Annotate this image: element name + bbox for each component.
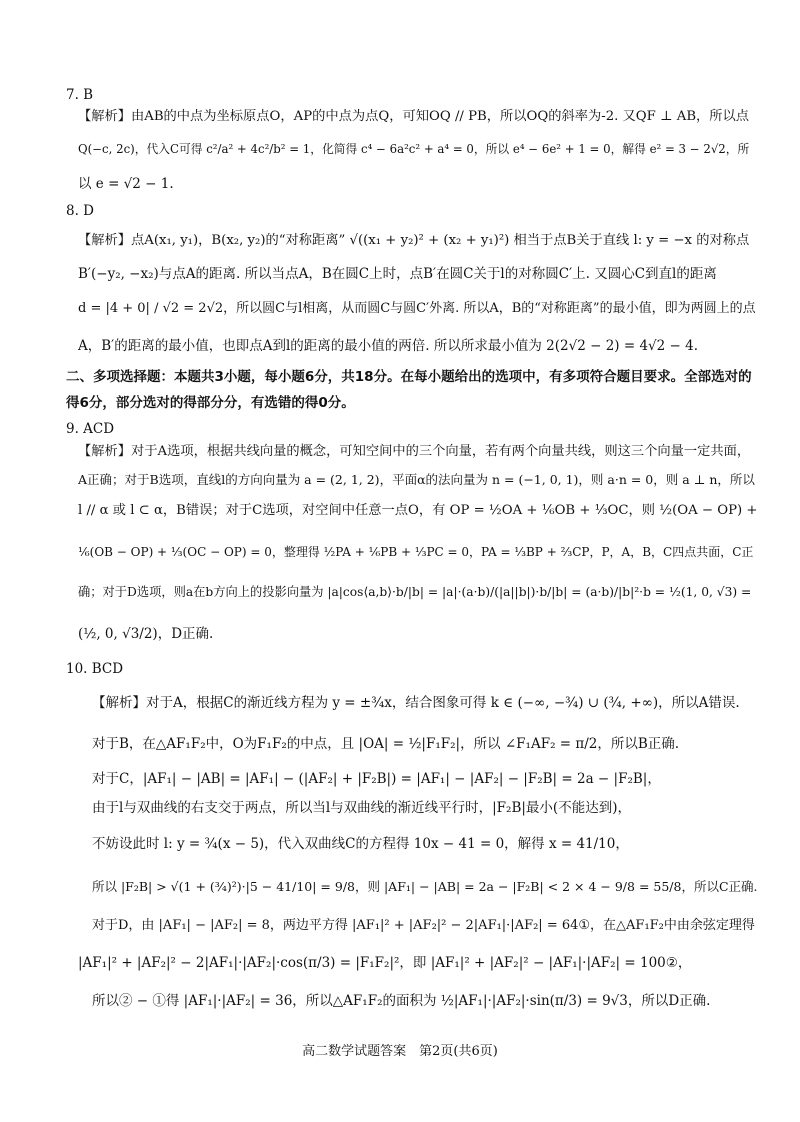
explanation-8-line-1: 【解析】点A(x₁, y₁)，B(x₂, y₂)的“对称距离” √((x₁ + y₂)² + (x₂ + y₁)²) 相当于点B关于直线 l: y = −x 的对称点 — [78, 233, 750, 248]
explanation-8-line-2: B′(−y₂, −x₂)与点A的距离. 所以当点A，B在圆C上时，点B′在圆C关于l的对称圆C′上. 又圆心C到直l的距离 — [78, 266, 717, 282]
explanation-7-line-2: Q(−c, 2c)，代入C可得 c²/a² + 4c²/b² = 1，化简得 c⁴ − 6a²c² + a⁴ = 0，所以 e⁴ − 6e² + 1 = 0，解得 e² = 3 − 2√2，所 — [78, 142, 750, 156]
explanation-10-line-3: 对于C，|AF₁| − |AB| = |AF₁| − (|AF₂| + |F₂B|) = |AF₁| − |AF₂| − |F₂B| = 2a − |F₂B|， — [92, 771, 661, 787]
explanation-9-line-5: 确；对于D选项，则a在b方向上的投影向量为 |a|cos⟨a,b⟩·b/|b| = |a|·(a·b)/(|a||b|)·b/|b| = (a·b)/|b|²·b = ½(1, 0, √3) = — [78, 585, 752, 599]
explanation-8-line-3: d = |4 + 0| / √2 = 2√2，所以圆C与l相离，从而圆C与圆C′外离. 所以A，B的“对称距离”的最小值，即为两圆上的点 — [78, 301, 756, 316]
answer-7: 7. B — [66, 87, 94, 103]
answer-9: 9. ACD — [66, 421, 115, 437]
explanation-10-line-4: 由于l与双曲线的右支交于两点，所以当l与双曲线的渐近线平行时，|F₂B|最小(不能达到)， — [92, 800, 631, 816]
explanation-9-line-2: A正确；对于B选项，直线l的方向向量为 a = (2, 1, 2)，平面α的法向量为 n = (−1, 0, 1)，则 a·n = 0，则 a ⊥ n，所以 — [78, 472, 755, 487]
explanation-10-line-8: |AF₁|² + |AF₂|² − 2|AF₁|·|AF₂|·cos(π/3) = |F₁F₂|²，即 |AF₁|² + |AF₂|² − |AF₁|·|AF₂| = 100②， — [78, 955, 692, 971]
section-heading-line-2: 得6分，部分选对的得部分分，有选错的得0分。 — [66, 395, 355, 411]
answer-8: 8. D — [66, 203, 94, 219]
explanation-7-line-1: 【解析】由AB的中点为坐标原点O，AP的中点为点Q，可知OQ // PB，所以OQ的斜率为-2. 又QF ⊥ AB，所以点 — [78, 109, 750, 124]
explanation-10-line-1: 【解析】对于A，根据C的渐近线方程为 y = ±¾x，结合图象可得 k ∈ (−∞, −¾) ∪ (¾, +∞)，所以A错误. — [92, 695, 740, 711]
explanation-9-line-4: ⅙(OB − OP) + ⅓(OC − OP) = 0，整理得 ½PA + ⅙PB + ⅓PC = 0，PA = ⅓BP + ⅔CP，P，A，B，C四点共面，C正 — [78, 545, 754, 559]
explanation-10-line-6: 所以 |F₂B| > √(1 + (¾)²)·|5 − 41/10| = 9/8，则 |AF₁| − |AB| = 2a − |F₂B| < 2 × 4 − 9/8 = 55/8，所以C正确. — [92, 879, 758, 894]
explanation-10-line-5: 不妨设此时 l: y = ¾(x − 5)，代入双曲线C的方程得 10x − 41 = 0，解得 x = 41/10， — [92, 836, 629, 852]
explanation-7-line-3: 以 e = √2 − 1. — [78, 176, 174, 192]
explanation-8-line-4: A，B′的距离的最小值，也即点A到l的距离的最小值的两倍. 所以所求最小值为 2(2√2 − 2) = 4√2 − 4. — [78, 338, 699, 354]
explanation-10-line-9: 所以② − ①得 |AF₁|·|AF₂| = 36，所以△AF₁F₂的面积为 ½|AF₁|·|AF₂|·sin(π/3) = 9√3，所以D正确. — [92, 993, 711, 1009]
explanation-9-line-6: (½, 0, √3/2)，D正确. — [78, 626, 214, 642]
explanation-9-line-1: 【解析】对于A选项，根据共线向量的概念，可知空间中的三个向量，若有两个向量共线，则这三个向量一定共面， — [78, 444, 751, 459]
section-heading-line-1: 二、多项选择题：本题共3小题，每小题6分，共18分。在每小题给出的选项中，有多项符合题目要求。全部选对的 — [66, 369, 752, 385]
explanation-9-line-3: l // α 或 l ⊂ α，B错误；对于C选项，对空间中任意一点O，有 OP = ½OA + ⅙OB + ⅓OC，则 ½(OA − OP) + — [78, 503, 758, 518]
explanation-10-line-7: 对于D，由 |AF₁| − |AF₂| = 8，两边平方得 |AF₁|² + |AF₂|² − 2|AF₁|·|AF₂| = 64①，在△AF₁F₂中由余弦定理得 — [92, 918, 755, 933]
page-footer: 高二数学试题答案 第2页(共6页) — [302, 1044, 498, 1059]
explanation-10-line-2: 对于B，在△AF₁F₂中，O为F₁F₂的中点，且 |OA| = ½|F₁F₂|，所以 ∠F₁AF₂ = π/2，所以B正确. — [92, 736, 680, 752]
answer-10: 10. BCD — [66, 661, 124, 677]
